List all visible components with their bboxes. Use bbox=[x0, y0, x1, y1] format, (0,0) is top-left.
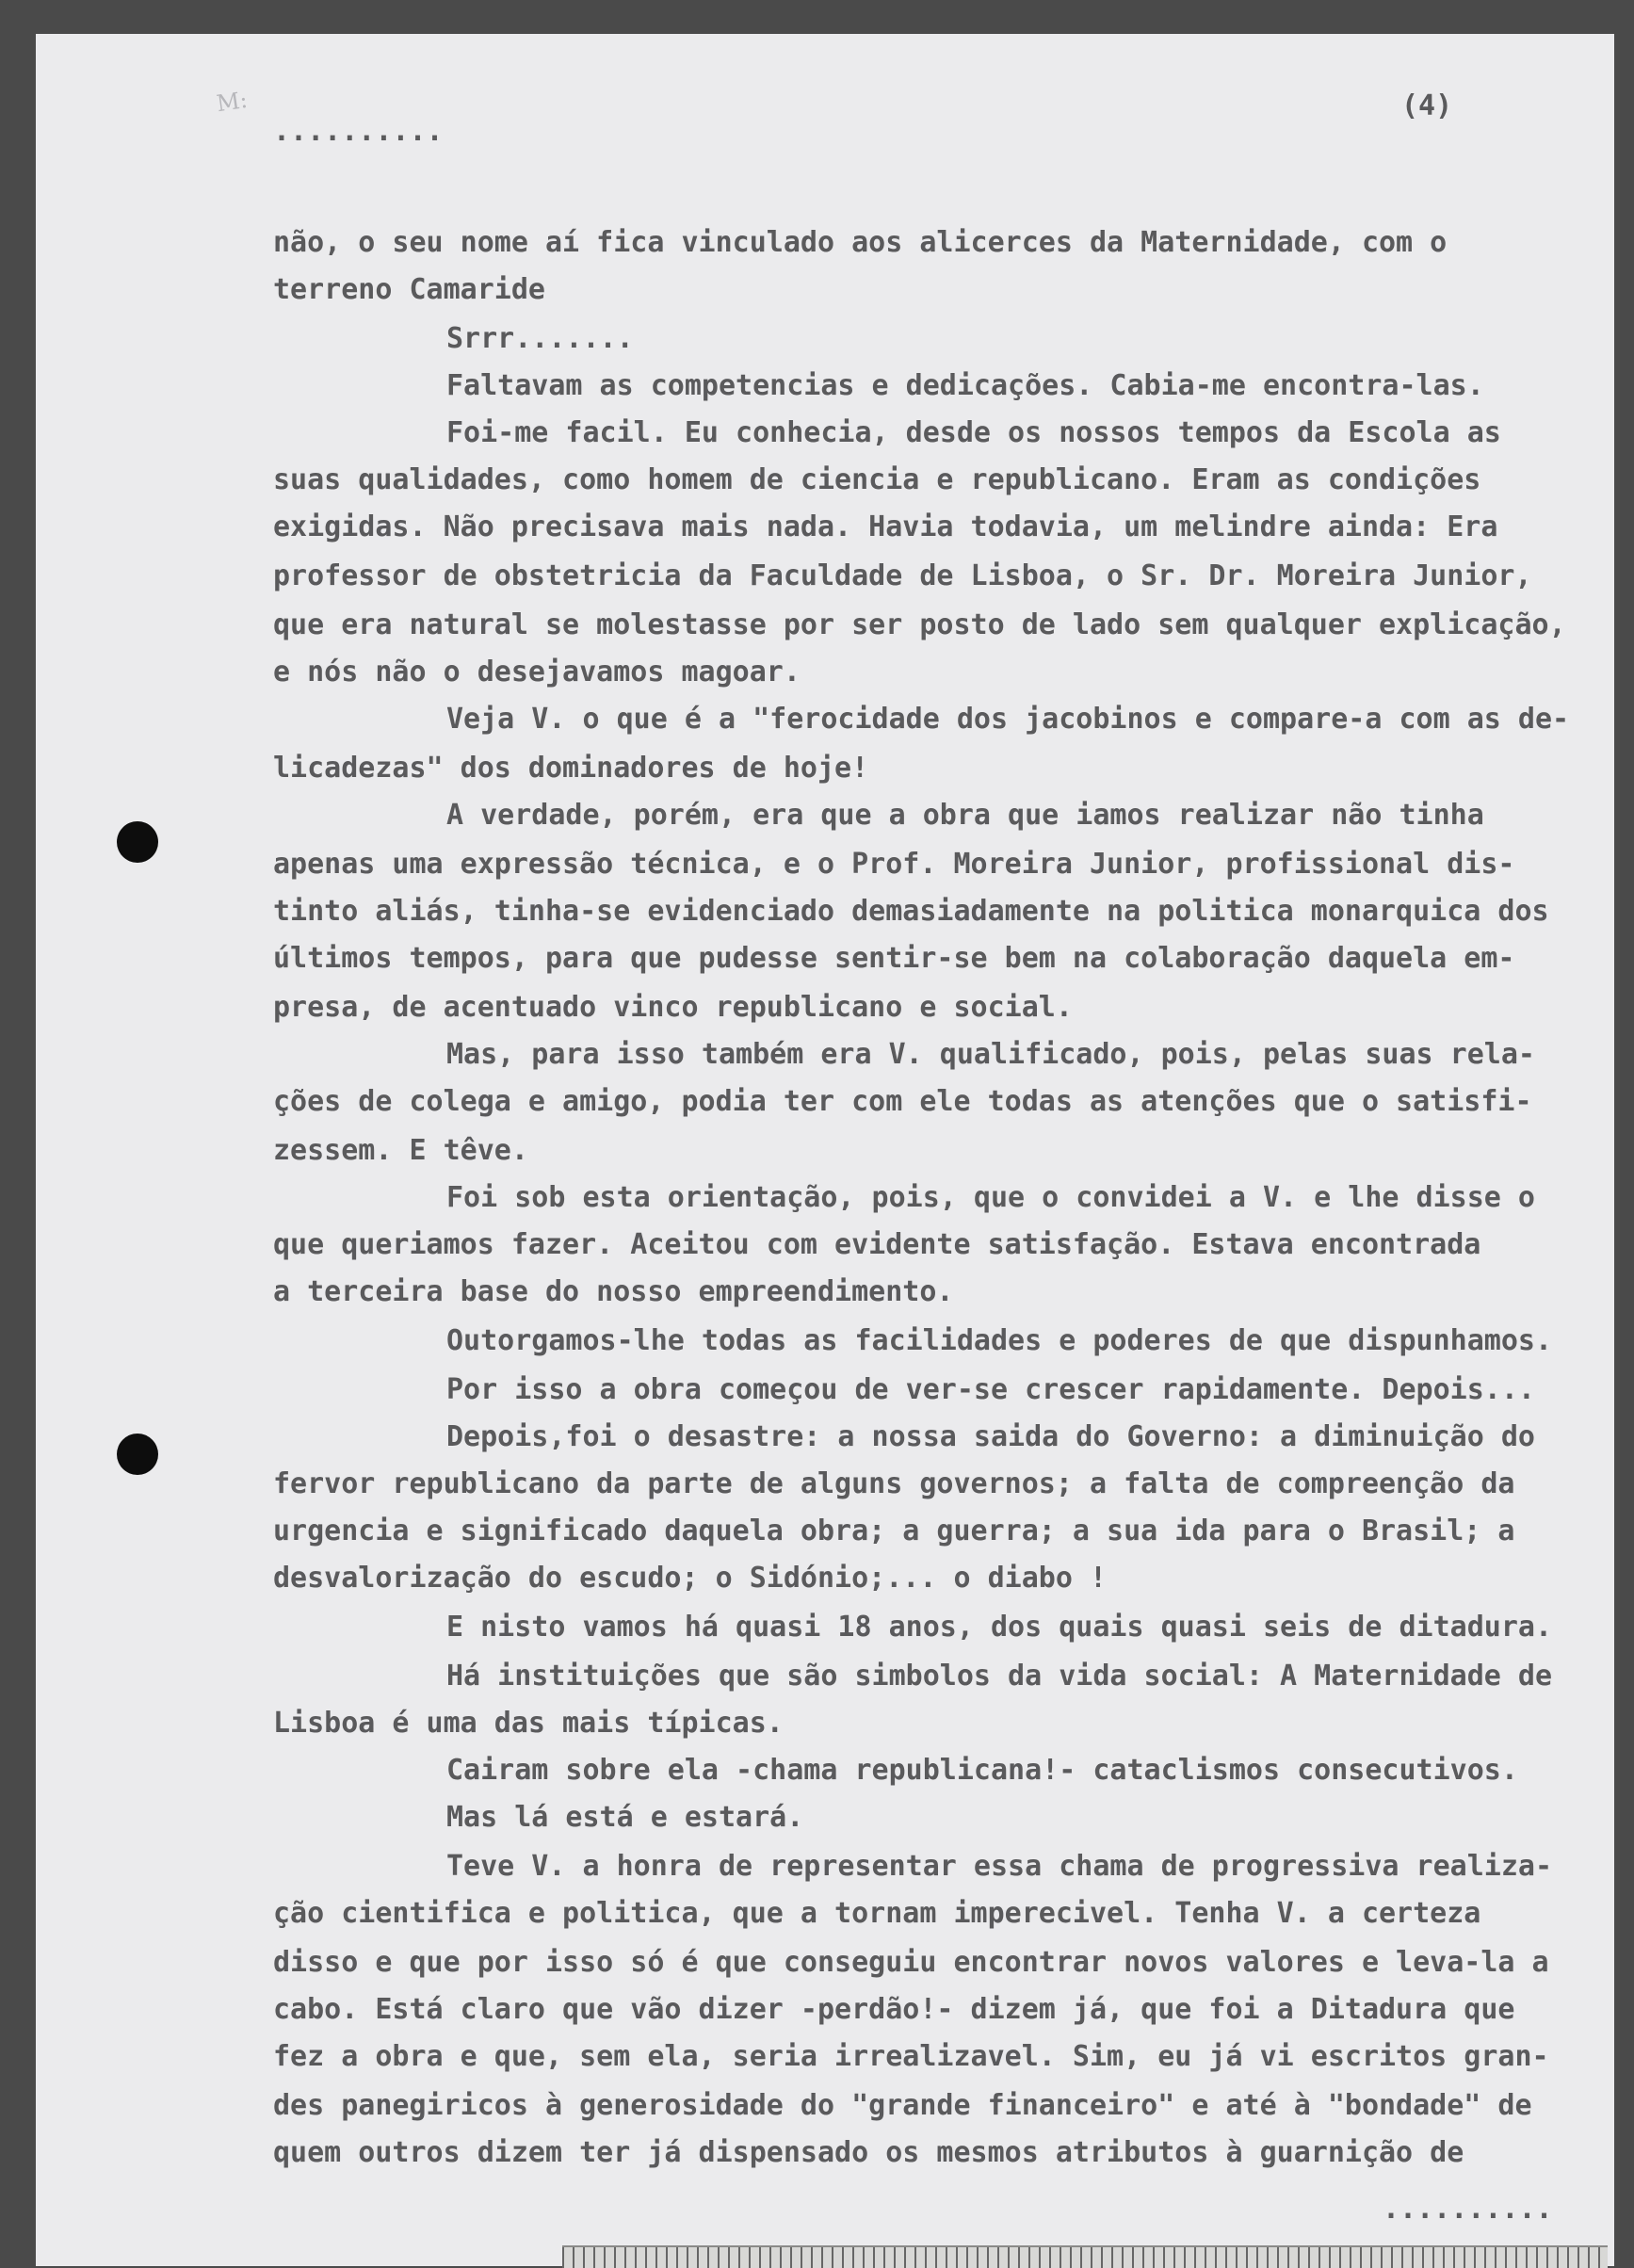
text-line: últimos tempos, para que pudesse sentir-se bem na colaboração daquela em- bbox=[273, 942, 1515, 975]
text-line: Por isso a obra começou de ver-se crescer rapidamente. Depois... bbox=[446, 1373, 1535, 1406]
text-line: e nós não o desejavamos magoar. bbox=[273, 656, 801, 688]
punch-hole-top bbox=[117, 821, 158, 863]
text-line: ções de colega e amigo, podia ter com ele todas as atenções que o satisfi- bbox=[273, 1085, 1532, 1118]
text-line: Veja V. o que é a "ferocidade dos jacobinos e compare-a com as de- bbox=[446, 703, 1570, 736]
text-line: professor de obstetricia da Faculdade de Lisboa, o Sr. Dr. Moreira Junior, bbox=[273, 559, 1532, 592]
scale-ruler bbox=[562, 2245, 1608, 2268]
text-line: tinto aliás, tinha-se evidenciado demasiadamente na politica monarquica dos bbox=[273, 895, 1549, 928]
text-line: ção cientifica e politica, que a tornam imperecivel. Tenha V. a certeza bbox=[273, 1897, 1481, 1930]
text-line: zessem. E têve. bbox=[273, 1134, 528, 1167]
text-line: .......... bbox=[273, 115, 444, 148]
page-number: (4) bbox=[1401, 89, 1453, 122]
text-line: A verdade, porém, era que a obra que iamos realizar não tinha bbox=[446, 799, 1484, 832]
text-line: Mas, para isso também era V. qualificado, pois, pelas suas rela- bbox=[446, 1038, 1535, 1071]
text-line: fervor republicano da parte de alguns governos; a falta de compreenção da bbox=[273, 1467, 1515, 1500]
text-line: Faltavam as competencias e dedicações. Cabia-me encontra-las. bbox=[446, 369, 1484, 402]
text-line: Lisboa é uma das mais típicas. bbox=[273, 1707, 784, 1740]
text-line: disso e que por isso só é que conseguiu encontrar novos valores e leva-la a bbox=[273, 1946, 1549, 1979]
text-line: terreno Camaride bbox=[273, 273, 545, 306]
text-line: suas qualidades, como homem de ciencia e republicano. Eram as condições bbox=[273, 463, 1481, 496]
text-line: que era natural se molestasse por ser posto de lado sem qualquer explicação, bbox=[273, 608, 1566, 641]
text-line: Depois,foi o desastre: a nossa saida do Governo: a diminuição do bbox=[446, 1420, 1535, 1453]
punch-hole-bottom bbox=[117, 1434, 158, 1475]
text-line: licadezas" dos dominadores de hoje! bbox=[273, 752, 869, 785]
text-line: a terceira base do nosso empreendimento. bbox=[273, 1275, 954, 1308]
faint-marginalia: M: bbox=[215, 86, 250, 118]
text-line: Teve V. a honra de representar essa chama de progressiva realiza- bbox=[446, 1850, 1552, 1883]
text-line: presa, de acentuado vinco republicano e social. bbox=[273, 991, 1073, 1024]
text-line: E nisto vamos há quasi 18 anos, dos quais quasi seis de ditadura. bbox=[446, 1611, 1552, 1644]
text-line: Mas lá está e estará. bbox=[446, 1801, 804, 1834]
text-line: que queriamos fazer. Aceitou com evidente satisfação. Estava encontrada bbox=[273, 1228, 1481, 1261]
text-line: exigidas. Não precisava mais nada. Havia todavia, um melindre ainda: Era bbox=[273, 510, 1498, 543]
text-line: desvalorização do escudo; o Sidónio;... o diabo ! bbox=[273, 1562, 1108, 1595]
text-line: quem outros dizem ter já dispensado os mesmos atributos à guarnição de bbox=[273, 2136, 1464, 2169]
text-line: Foi-me facil. Eu conhecia, desde os nossos tempos da Escola as bbox=[446, 416, 1501, 449]
text-line: apenas uma expressão técnica, e o Prof. Moreira Junior, profissional dis- bbox=[273, 848, 1515, 881]
text-line: des panegiricos à generosidade do "grande financeiro" e até à "bondade" de bbox=[273, 2089, 1532, 2122]
text-line: Há instituições que são simbolos da vida social: A Maternidade de bbox=[446, 1660, 1552, 1693]
text-line: não, o seu nome aí fica vinculado aos alicerces da Maternidade, com o bbox=[273, 226, 1448, 259]
text-line: Cairam sobre ela -chama republicana!- cataclismos consecutivos. bbox=[446, 1754, 1518, 1787]
text-line: fez a obra e que, sem ela, seria irrealizavel. Sim, eu já vi escritos gran- bbox=[273, 2040, 1549, 2073]
text-line: urgencia e significado daquela obra; a guerra; a sua ida para o Brasil; a bbox=[273, 1515, 1515, 1547]
text-line: cabo. Está claro que vão dizer -perdão!- dizem já, que foi a Ditadura que bbox=[273, 1993, 1515, 2026]
text-line: Foi sob esta orientação, pois, que o convidei a V. e lhe disse o bbox=[446, 1181, 1535, 1214]
text-line: Srrr....... bbox=[446, 322, 634, 355]
text-line: Outorgamos-lhe todas as facilidades e poderes de que dispunhamos. bbox=[446, 1324, 1552, 1357]
text-line: .......... bbox=[1383, 2193, 1553, 2226]
